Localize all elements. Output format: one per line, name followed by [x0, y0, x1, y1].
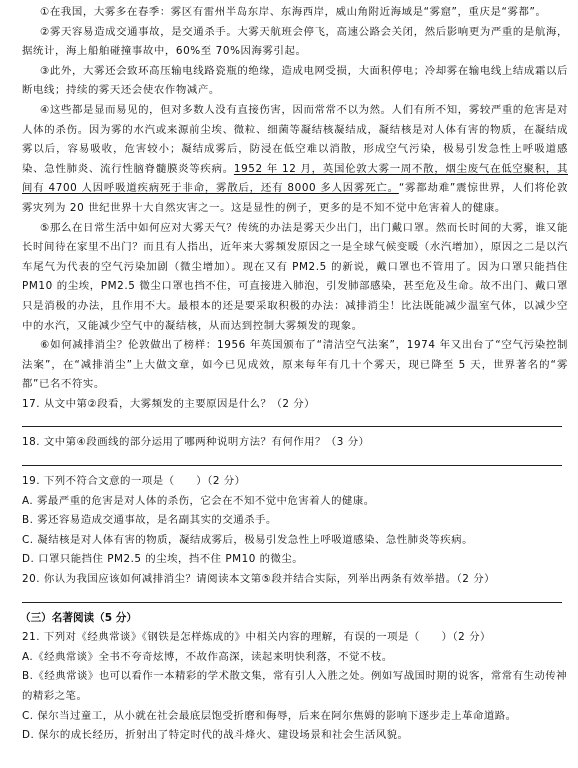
- underlined-sentence: 1952 年 12 月，英国伦敦大雾一周不散，烟尘废气在低空聚积，其间有 4700 人因呼吸道疾病死于非命，雾散后，还有 8000 多人因雾死亡。: [22, 162, 568, 195]
- passage-paragraph-1: [22, 3, 568, 23]
- section-title: （三）名著阅读（5 分）: [20, 611, 137, 624]
- passage-paragraph-6: [22, 336, 568, 395]
- option-19-c: C. 凝结核是对人体有害的物质，凝结成雾后，极易引发急性上呼吸道感染、急性肺炎等疾病。: [22, 533, 473, 546]
- answer-line-17[interactable]: [22, 426, 562, 427]
- option-19-a: A. 雾最严重的危害是对人体的杀伤，它会在不知不觉中危害着人的健康。: [22, 494, 375, 507]
- paragraph-text: ①在我国，大雾多在春季：雾区有雷州半岛东岸、东海西岸，威山角附近海域是“雾窟”，重庆是“雾都”。: [40, 6, 547, 18]
- question-18: 18. 文中第④段画线的部分运用了哪两种说明方法？有何作用？（3 分）: [22, 436, 370, 449]
- passage-paragraph-5: [22, 219, 568, 337]
- answer-line-20[interactable]: [22, 602, 562, 603]
- paragraph-text: ⑥如何减排消尘？伦敦做出了榜样：1956 年英国颁布了“清洁空气法案”，1974 年又出台了“空气污染控制法案”，在“减排消尘”上大做文章，如今已见成效，原来每年有几十个雾天，现已降至 5 天，世界著名的“雾都”已名不符实。: [22, 339, 568, 391]
- paragraph-text: ③此外，大雾还会致环高压输电线路瓷瓶的绝缘，造成电网受损，大面积停电；冷却雾在输电线上结成霜以后断电线；持续的雾天还会使农作物减产。: [22, 64, 568, 97]
- paragraph-text: ⑤那么在日常生活中如何应对大雾天气？传统的办法是雾天少出门，出门戴口罩。然而长时间的大雾，谁又能长时间待在家里不出门？而且有人指出，近年来大雾频发原因之一是全球气候变暖（水汽增加），原因之二是以汽车尾气为代表的空气污染加剧（微尘增加）。现在又有 PM2.5 的新说，戴口罩也不管用了。因为口罩只能挡住 PM10 的尘埃，PM2.5 微尘口罩也挡不住，可直接进入肺泡，引发肺部感染，甚至危及生命。故不出门、戴口罩只是消极的办法，且作用不大。最根本的还是要采取积极的办法：减排消尘！比法既能减少温室气体，以减少空中的水汽，又能减少空气中的凝结核，从而达到控制大雾频发的现象。: [22, 221, 569, 332]
- answer-line-18[interactable]: [22, 465, 562, 466]
- option-19-d: D. 口罩只能挡住 PM2.5 的尘埃，挡不住 PM10 的微尘。: [22, 553, 304, 566]
- option-21-b: B.《经典常谈》也可以看作一本精彩的学术散文集，常有引人入胜之处。例如写战国时期的说客，常常有生动传神的精彩之笔。: [22, 670, 568, 702]
- paragraph-text: ④这些都是显而易见的，但对多数人没有直接伤害，因而常常不以为然。人们有所不知，雾较严重的危害是对人体的杀伤。因为雾的水汽或来源前尘埃、微粒、细菌等凝结核凝结成，凝结核是对人体有害的物质，在凝结成雾以后，容易吸收，危害较小；凝结成雾后，防浸在低空难以消散，形成空气污染，极易引发急性上呼吸道感染、急性肺炎、流行性脑脊髓膜炎等疾病。: [22, 103, 568, 175]
- question-17: 17. 从文中第②段看，大雾频发的主要原因是什么？（2 分）: [22, 397, 316, 410]
- passage-paragraph-2: [22, 23, 568, 62]
- option-21-c: C. 保尔当过童工，从小就在社会最底层饱受折磨和侮辱，后来在阿尔焦姆的影响下逐步走上革命道路。: [22, 709, 517, 722]
- question-21: 21. 下列对《经典常谈》《钢铁是怎样炼成的》中相关内容的理解，有误的一项是（ ）（2 分）: [22, 631, 491, 644]
- option-19-b: B. 雾还容易造成交通事故，是名副其实的交通杀手。: [22, 514, 277, 527]
- question-20: 20. 你认为我国应该如何减排消尘？请阅读本文第⑤段并结合实际，列举出两条有效举措。（2 分）: [22, 573, 495, 586]
- question-19: 19. 下列不符合文意的一项是（ ）（2 分）: [22, 475, 246, 488]
- passage-paragraph-3: [22, 62, 568, 101]
- paragraph-text: “雾都劫难”震惊世界，人们将伦敦雾灾列为 20 世纪世界十大自然灾害之一。这是显性的例子，更多的是不知不觉中危害着人的健康。: [22, 182, 568, 214]
- option-21-a: A.《经典常谈》全书不夸奇炫博，不故作高深，读起来明快利落，不觉不枝。: [22, 650, 393, 663]
- option-21-d: D. 保尔的成长经历，折射出了特定时代的战斗烽火、建设场景和社会生活风貌。: [22, 729, 409, 742]
- passage-paragraph-4: [22, 101, 568, 219]
- paragraph-text: ②雾天容易造成交通事故，是交通杀手。大雾天航班会停飞，高速公路会关闭，然后影响更为严重的是航海，据统计，海上船舶碰撞事故中，60%至 70%因海雾引起。: [22, 25, 568, 58]
